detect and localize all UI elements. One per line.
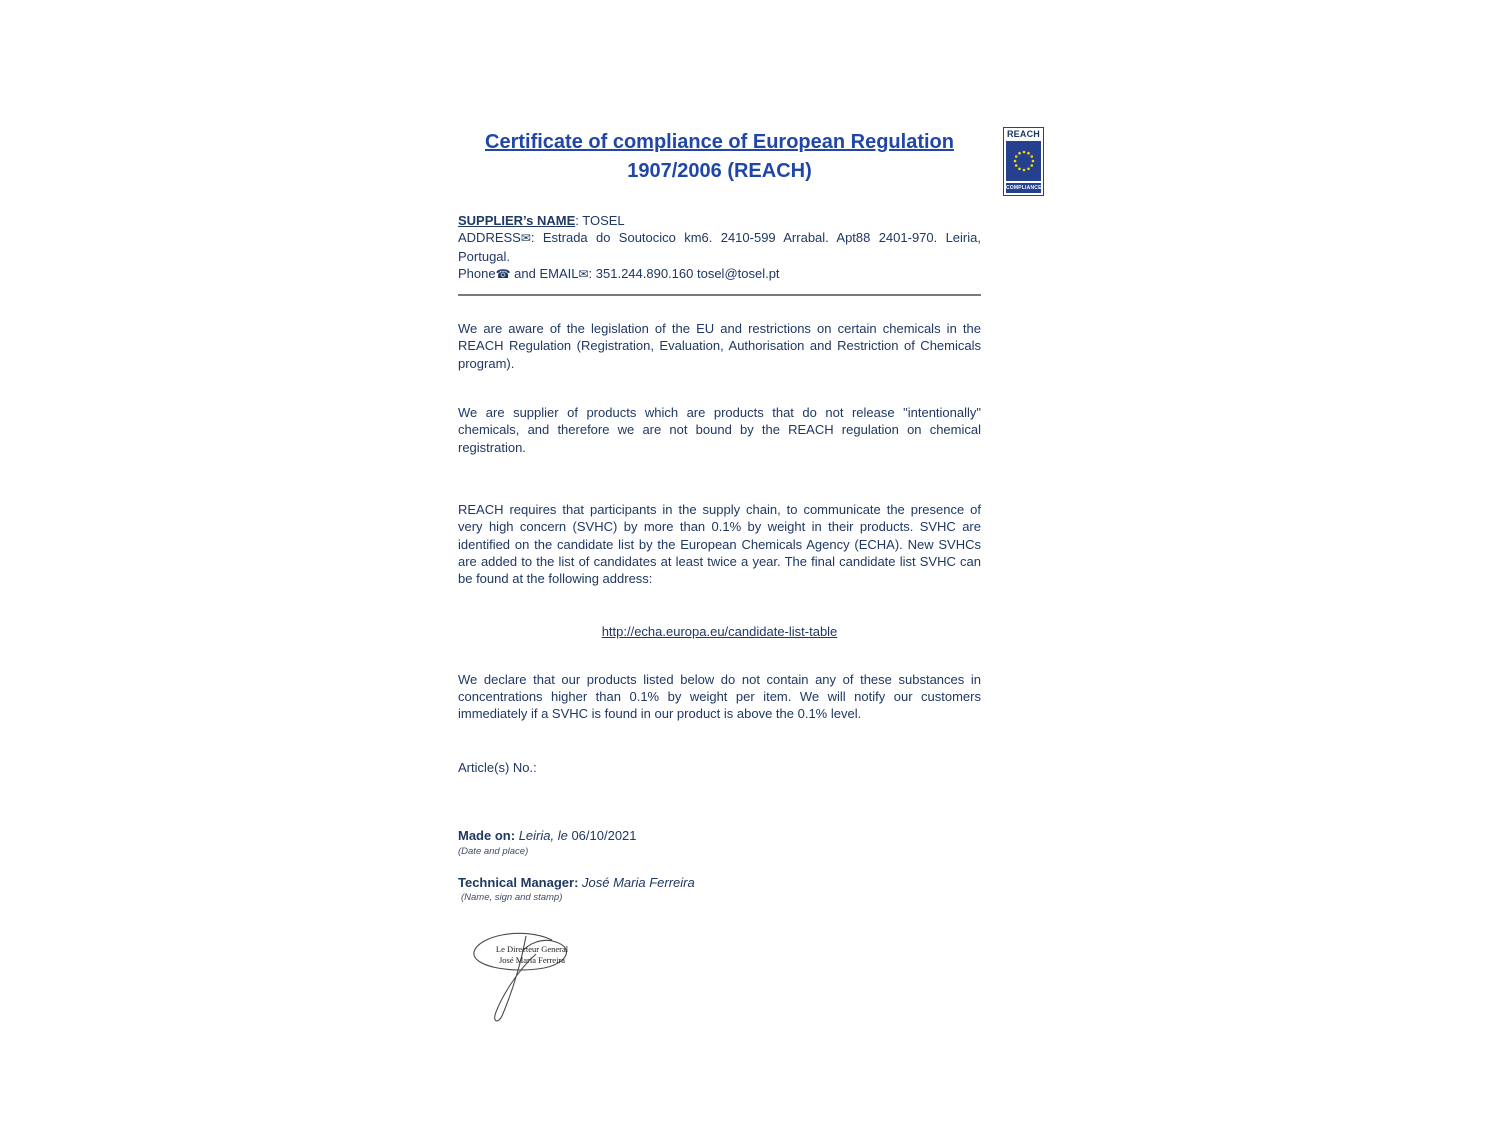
stamp-line2: José Maria Ferreira: [498, 954, 566, 965]
phone-label: Phone: [458, 265, 496, 281]
date-place-note: (Date and place): [458, 845, 529, 857]
paragraph-awareness: We are aware of the legislation of the EU and restrictions on certain chemicals in the REACH Regulation (Registration, Evaluation, Authorisation and Restriction of Chemicals program).: [458, 321, 981, 371]
header-divider: [458, 294, 981, 296]
title-line2: 1907/2006 (REACH): [627, 160, 812, 182]
technical-manager-value: José Maria Ferreira: [582, 874, 695, 890]
supplier-block: [458, 212, 981, 283]
reach-compliance-logo: [1003, 127, 1044, 196]
address-value: : Estrada do Soutocico km6. 2410-599 Arrabal. Apt88 2401-970. Leiria, Portugal.: [458, 230, 981, 264]
logo-compliance-label: COMPLIANCE: [1006, 185, 1042, 191]
name-sign-note: (Name, sign and stamp): [461, 891, 563, 903]
certificate-title: [458, 128, 981, 186]
paragraph-svhc: REACH requires that participants in the supply chain, to communicate the presence of very high concern (SVHC) by more than 0.1% by weight in their products. SVHC are identified on the candidate list by the European Chemicals Agency (ECHA). New SVHCs are added to the list of candidates at least twice a year. The final candidate list SVHC can be found at the following address:: [458, 501, 981, 587]
signature-scribble-icon: [462, 918, 602, 1023]
fax-icon: ✉: [578, 266, 589, 281]
signature-block: [462, 918, 612, 1023]
paragraph-supplier-statement: We are supplier of products which are products that do not release "intentionally" chemicals, and therefore we are not bound by the REACH regulation on chemical registration.: [458, 405, 981, 455]
candidate-list-link[interactable]: http://echa.europa.eu/candidate-list-table: [601, 624, 838, 640]
made-on-place: Leiria, le: [518, 827, 568, 843]
technical-manager-line: [458, 875, 981, 891]
candidate-list-link-row: [458, 623, 981, 640]
phone-icon: ☎: [495, 266, 511, 281]
made-on-line: [458, 828, 981, 844]
made-on-date: 06/10/2021: [571, 827, 637, 843]
technical-manager-label: Technical Manager:: [458, 874, 579, 890]
eu-flag-stars-icon: [1006, 141, 1041, 181]
document-body: [458, 128, 981, 1023]
title-line1: Certificate of compliance of European Regulation: [485, 131, 954, 153]
stamp-text: [490, 944, 574, 966]
email-label: and EMAIL: [510, 265, 579, 281]
supplier-name-label: SUPPLIER’s NAME: [458, 213, 576, 228]
supplier-name-line: [458, 212, 981, 229]
address-label: ADDRESS: [458, 230, 521, 246]
made-on-label: Made on:: [458, 827, 516, 843]
supplier-name-value: : TOSEL: [575, 213, 625, 228]
envelope-icon: ✉: [520, 231, 531, 246]
logo-reach-label: REACH: [1006, 129, 1040, 139]
supplier-address-line: [458, 229, 981, 265]
paragraph-declaration: We declare that our products listed below do not contain any of these substances in concentrations higher than 0.1% by weight per item. We will notify our customers immediately if a SVHC is found in our product is above the 0.1% level.: [458, 671, 981, 722]
articles-no-line: Article(s) No.:: [458, 759, 537, 775]
contact-value: : 351.244.890.160 tosel@tosel.pt: [588, 265, 780, 281]
supplier-contact-line: [458, 265, 981, 283]
stamp-line1: Le Directeur General: [495, 943, 569, 954]
